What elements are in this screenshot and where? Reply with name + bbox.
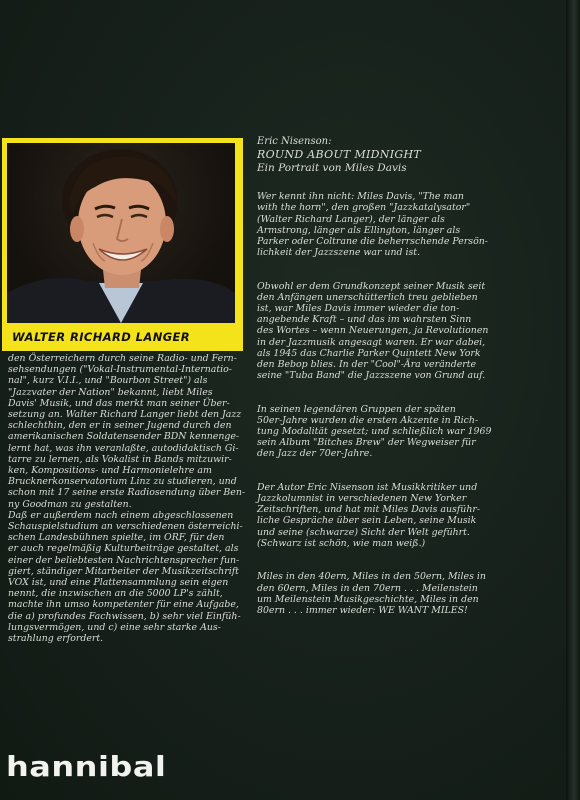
author-name-bar xyxy=(2,326,243,351)
blurb-paragraph: Wer kennt ihn nicht: Miles Davis, "The man with the horn", den großen "Jazzkatalysator" (Walter Richard Langer), der länger als Armstrong, länger als Ellington, länger als Parker oder Coltrane die beherrschende Persön- lichkeit der Jazzszene war und ist. xyxy=(257,191,488,259)
blurb-paragraph: Miles in den 40ern, Miles in den 50ern, Miles in den 60ern, Miles in den 70ern . . . Meilenstein um Meilenstein Musikgeschichte, Miles in den 80ern . . . immer wieder: WE WANT MILES! xyxy=(257,571,486,616)
blurb-paragraph: Obwohl er dem Grundkonzept seiner Musik seit den Anfängen unerschütterlich treu geblieben ist, war Miles Davis immer wieder die ton- angebende Kraft – und das im wahrsten Sinn des Wortes – wenn Neuerungen, ja Revolutionen in der Jazzmusik angesagt waren. Er war dabei, als 1945 das Charlie Parker Quintett New York den Bebop blies. In der "Cool"-Ära veränderte seine "Tuba Band" die Jazzszene von Grund auf. xyxy=(257,280,489,382)
blurb-text xyxy=(257,180,557,638)
book-author: Eric Nisenson: xyxy=(257,136,332,147)
blurb-paragraph: In seinen legendären Gruppen der späten 50er-Jahre wurden die ersten Akzente in Rich- tung Modalität gesetzt; und schließlich war 1969 sein Album "Bitches Brew" der Wegweiser für den Jazz der 70er-Jahre. xyxy=(257,403,492,460)
book-subtitle: Ein Portrait von Miles Davis xyxy=(257,162,407,174)
translator-bio: den Österreichern durch seine Radio- und Fern- sehsendungen ("Vokal-Instrumental-Internatio- nal", kurz V.I.I., und "Bourbon Street") als "Jazzvater der Nation" bekannt, liebt Miles Davis' Musik, und das merkt man seiner Über- setzung an. Walter Richard Langer liebt den Jazz schlechthin, den er in seiner Jugend durch den amerikanischen Soldatensender BDN kennenge- lernt hat, was ihn veranlaßte, autodidaktisch Gi- tarre zu lernen, als Vokalist in Bands mitzuwir- ken, Kompositions- und Harmonielehre am Brucknerkonservatorium Linz zu studieren, und schon mit 17 seine erste Radiosendung über Ben- ny Goodman zu gestalten. Daß er außerdem nach einem abgeschlossenen Schauspielstudium an verschiedenen österreichi- schen Landesbühnen spielte, im ORF, für den er auch regelmäßig Kulturbeiträge gestaltet, als einer der beliebtesten Nachrichtensprecher fun- giert, ständiger Mitarbeiter der Musikzeitschrift VOX ist, und eine Plattensammlung sein eigen nennt, die inzwischen an die 5000 LP's zählt, machte ihn umso kompetenter für eine Aufgabe, die a) profundes Fachwissen, b) sehr viel Einfüh- lungsvermögen, und c) eine sehr starke Aus- strahlung erfordert. xyxy=(8,353,246,645)
portrait-illustration xyxy=(7,143,235,323)
blurb-paragraph: Der Autor Eric Nisenson ist Musikkritiker und Jazzkolumnist in verschiedenen New Yorker Zeitschriften, und hat mit Miles Davis ausführ- liche Gespräche über sein Leben, seine Musik und seine (schwarze) Sicht der Welt geführt. (Schwarz ist schön, wie man weiß.) xyxy=(257,481,481,549)
book-title: ROUND ABOUT MIDNIGHT xyxy=(257,148,421,161)
book-heading xyxy=(257,136,557,175)
portrait-photo xyxy=(7,143,235,323)
translator-name: WALTER RICHARD LANGER xyxy=(12,330,191,344)
author-photo-frame xyxy=(2,138,243,326)
publisher-logo: hannibal xyxy=(6,750,167,783)
book-edge xyxy=(566,0,580,800)
